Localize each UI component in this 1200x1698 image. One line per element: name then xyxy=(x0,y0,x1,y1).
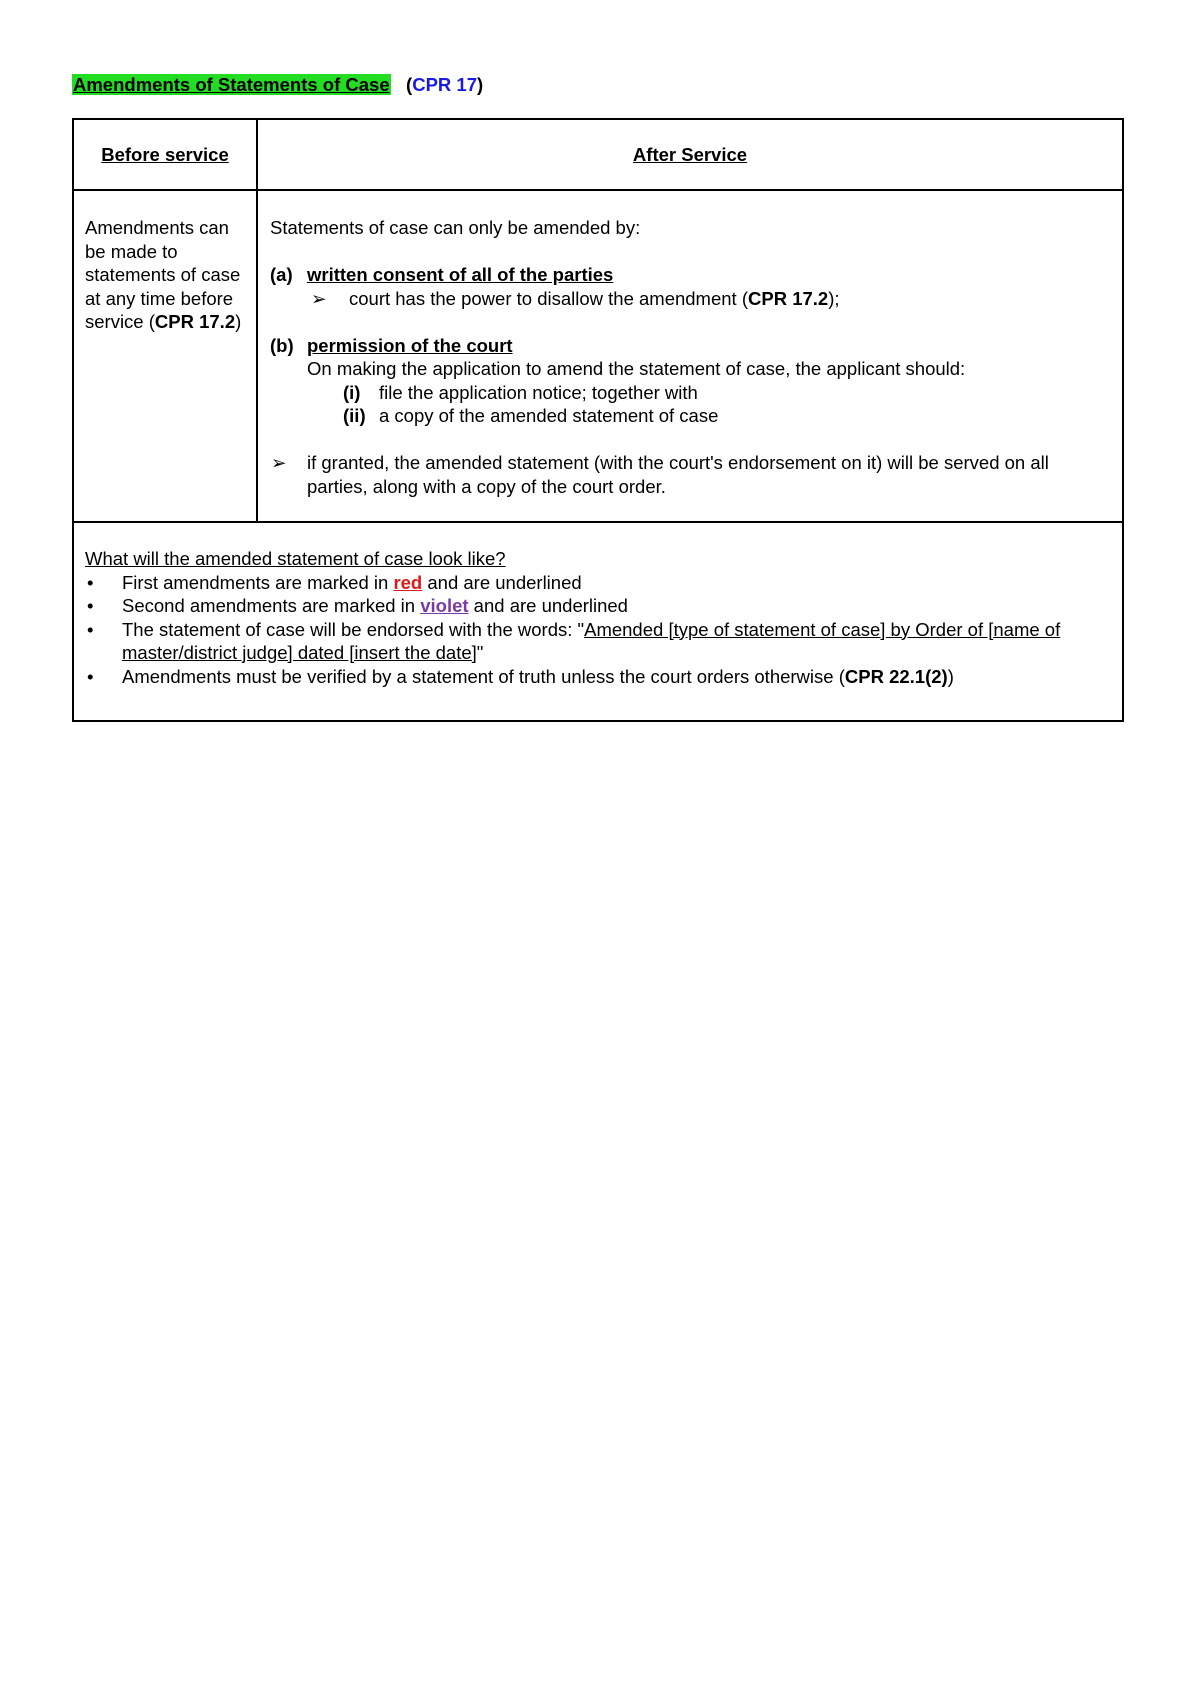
step-ii-text: a copy of the amended statement of case xyxy=(379,405,719,426)
option-a xyxy=(270,263,1102,287)
before-service-cpr: CPR 17.2 xyxy=(154,311,236,332)
bottom-row xyxy=(73,522,1123,721)
bullet-endorsement-post: " xyxy=(476,642,484,663)
verification-cpr: CPR 22.1(2) xyxy=(844,665,948,687)
after-service-cell xyxy=(257,190,1123,522)
bullet-verification-text: Amendments must be verified by a statement of truth unless the court orders otherwise ( xyxy=(122,665,845,687)
header-row xyxy=(73,119,1123,190)
step-i xyxy=(270,381,1102,405)
endorsement-quote: Amended [type of statement of case] by Order of [name of master/district judge] dated [insert the date] xyxy=(122,618,1061,663)
before-service-text: Amendments can be made to statements of case at any time before service ( xyxy=(85,217,241,332)
amendments-table xyxy=(72,118,1124,722)
bullet-verification xyxy=(85,665,1112,689)
granted-note xyxy=(270,451,1102,498)
option-b xyxy=(270,334,1102,358)
option-a-sub-text: court has the power to disallow the amendment ( xyxy=(349,287,748,309)
bullet-second-text: Second amendments are marked in xyxy=(122,595,421,616)
bullet-dot-icon: • xyxy=(87,665,94,687)
step-i-label: (i) xyxy=(343,381,361,403)
option-a-sub-cpr: CPR 17.2 xyxy=(748,287,829,309)
header-after-service: After Service xyxy=(257,119,1123,190)
option-a-sub xyxy=(270,287,1102,311)
bullet-dot-icon: • xyxy=(87,595,94,616)
bullet-dot-icon: • xyxy=(87,571,94,593)
violet-word: violet xyxy=(420,595,469,616)
option-b-text: permission of the court xyxy=(307,334,513,356)
step-ii xyxy=(270,404,1102,428)
title-open-paren: ( xyxy=(406,74,413,95)
arrow-bullet-icon: ➢ xyxy=(311,287,327,309)
title-cpr-ref: CPR 17 xyxy=(412,74,477,95)
before-service-close: ) xyxy=(235,311,242,332)
option-b-desc xyxy=(270,357,1102,381)
granted-text: if granted, the amended statement (with the court's endorsement on it) will be served on all parties, along with a copy of the court order. xyxy=(307,452,1049,497)
bullet-endorsement xyxy=(85,618,1112,665)
title-close-paren: ) xyxy=(477,74,484,95)
amended-look-question: What will the amended statement of case look like? xyxy=(85,548,506,569)
step-i-text: file the application notice; together with xyxy=(379,381,698,403)
before-service-cell xyxy=(73,190,257,522)
bullet-endorsement-text: The statement of case will be endorsed with the words: " xyxy=(122,618,585,640)
bullet-second-amendments xyxy=(85,594,1112,618)
header-before-service: Before service xyxy=(73,119,257,190)
option-b-desc-text: On making the application to amend the statement of case, the applicant should: xyxy=(307,358,966,379)
arrow-bullet-icon: ➢ xyxy=(271,452,287,473)
option-a-sub-post: ); xyxy=(828,287,840,309)
bullet-first-text: First amendments are marked in xyxy=(122,571,394,593)
amended-look-cell xyxy=(73,522,1123,721)
bullet-first-amendments xyxy=(85,571,1112,595)
bullet-verification-post: ) xyxy=(947,665,954,687)
after-service-intro: Statements of case can only be amended by: xyxy=(270,217,641,238)
option-a-text: written consent of all of the parties xyxy=(307,264,614,285)
option-b-label: (b) xyxy=(270,334,294,356)
bullet-first-post: and are underlined xyxy=(422,571,582,593)
bullet-dot-icon: • xyxy=(87,618,94,640)
step-ii-label: (ii) xyxy=(343,405,366,426)
title-text: Amendments of Statements of Case xyxy=(73,74,390,95)
content-row xyxy=(73,190,1123,522)
page-title xyxy=(72,73,483,97)
red-word: red xyxy=(393,571,423,593)
option-a-label: (a) xyxy=(270,264,293,285)
bullet-second-post: and are underlined xyxy=(468,595,628,616)
